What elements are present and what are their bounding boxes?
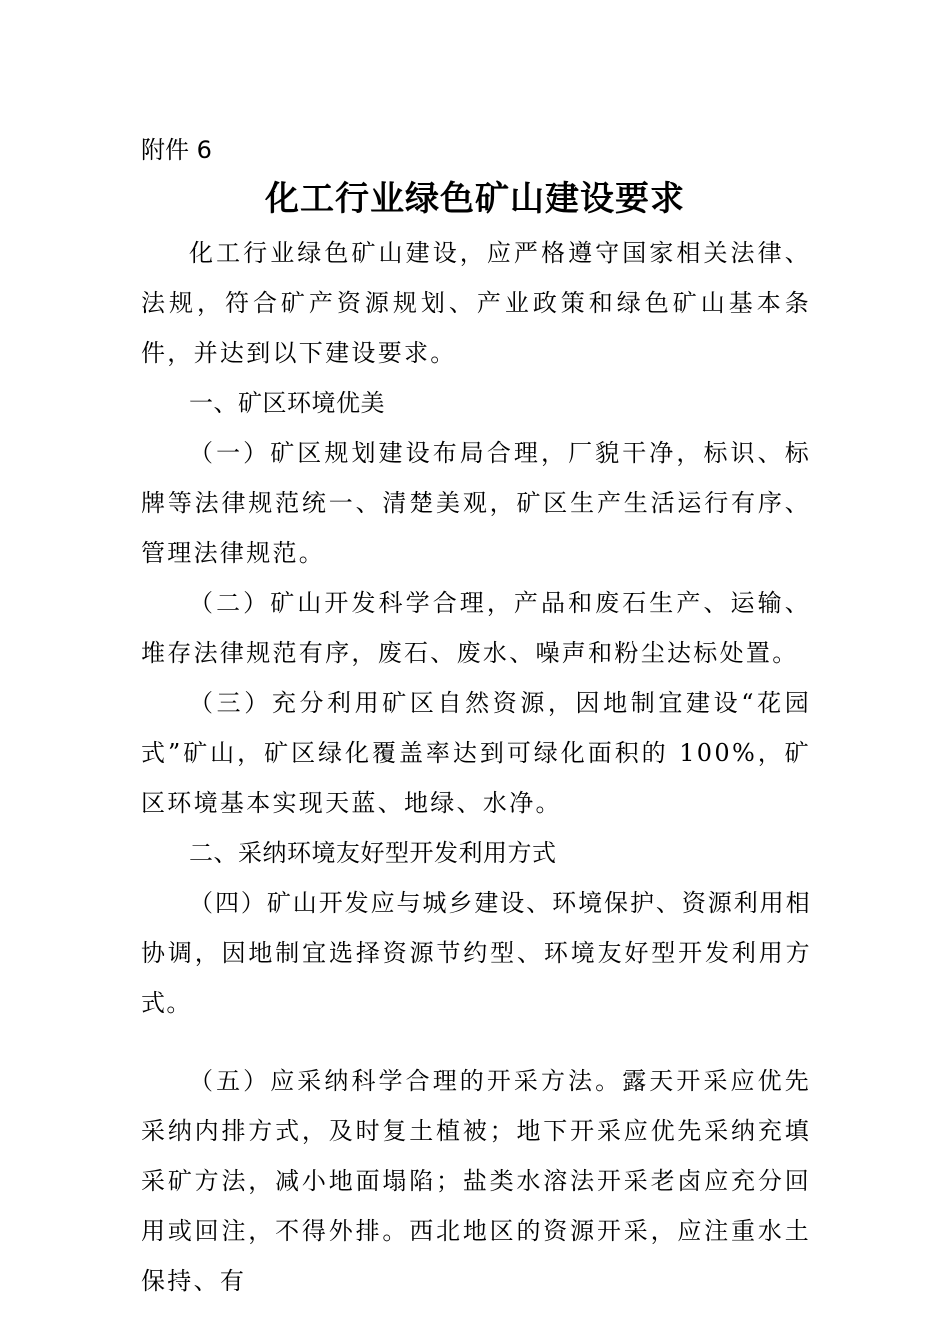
clause-paragraph-4: （四）矿山开发应与城乡建设、环境保护、资源利用相协调，因地制宜选择资源节约型、环境友好型开发利用方式。 [141,889,811,1017]
clause-paragraph-2: （二）矿山开发科学合理，产品和废石生产、运输、堆存法律规范有序，废石、废水、噪声和粉尘达标处置。 [141,589,811,667]
intro-paragraph: 化工行业绿色矿山建设，应严格遵守国家相关法律、法规，符合矿产资源规划、产业政策和绿色矿山基本条件，并达到以下建设要求。 [141,239,811,367]
clause-paragraph-3: （三）充分利用矿区自然资源，因地制宜建设“花园式”矿山，矿区绿化覆盖率达到可绿化面积的 100%，矿区环境基本实现天蓝、地绿、水净。 [141,689,811,817]
section-heading-1: 一、矿区环境优美 [189,389,385,417]
clause-paragraph-1: （一）矿区规划建设布局合理，厂貌干净，标识、标牌等法律规范统一、清楚美观，矿区生产生活运行有序、管理法律规范。 [141,439,811,567]
document-body [141,228,811,1306]
section-heading-2: 二、采纳环境友好型开发利用方式 [189,839,557,867]
attachment-label: 附件 6 [141,136,212,164]
clause-paragraph-5: （五）应采纳科学合理的开采方法。露天开采应优先采纳内排方式，及时复土植被；地下开采应优先采纳充填采矿方法，减小地面塌陷；盐类水溶法开采老卤应充分回用或回注，不得外排。西北地区的资源开采，应注重水土保持、有 [141,1067,811,1295]
document-title: 化工行业绿色矿山建设要求 [265,179,685,219]
